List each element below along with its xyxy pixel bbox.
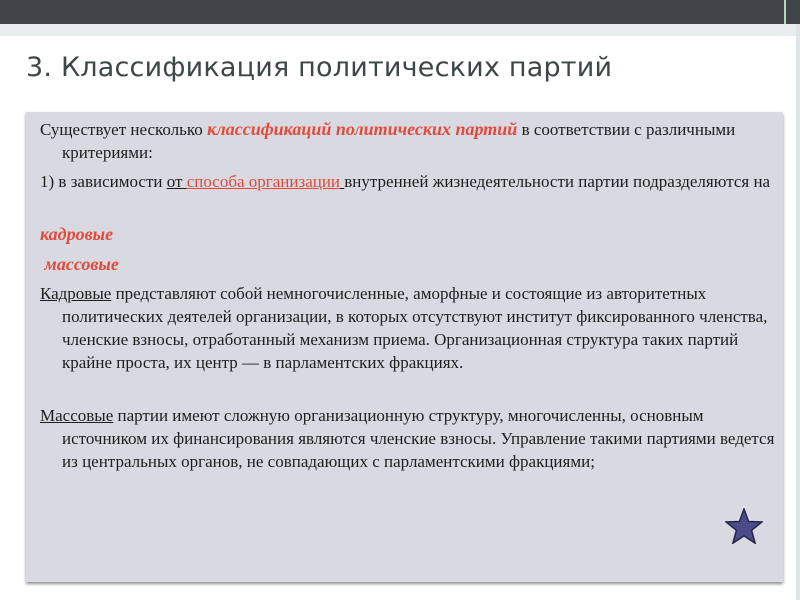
kadrovye-description <box>40 282 792 374</box>
intro-text-2: в соответствии с различными критериями: <box>62 120 736 162</box>
massovye-term: Массовые <box>40 406 114 425</box>
criterion-1-link[interactable]: способа организации <box>186 172 341 191</box>
intro-text-1: Существует несколько <box>40 120 208 139</box>
star-icon[interactable] <box>725 508 763 544</box>
kadrovye-text: представляют собой немногочисленные, аморфные и состоящие из авторитетных политических деятелей организации, в которых отсутствуют институт фиксированного членства, членские взносы, отработанный механизм приема. Организационная структура таких партий крайне проста, их центр — в парламентских фракциях. <box>62 284 768 372</box>
right-edge-strip <box>796 24 800 600</box>
intro-highlight: классификаций политических партий <box>207 119 518 139</box>
massovye-text: партии имеют сложную организационную структуру, многочисленны, основным источником их финансирования являются членские взносы. Управление такими партиями ведется из центральных органов, не совпадающих с парламентскими фракциями; <box>62 406 775 471</box>
kadrovye-term: Кадровые <box>40 284 112 303</box>
massovye-description <box>40 404 792 473</box>
massovye-label: массовые <box>40 254 119 274</box>
criterion-1-suffix: внутренней жизнедеятельности партии подразделяются на <box>344 172 771 191</box>
criterion-1-paragraph <box>40 170 792 193</box>
top-bar-shadow <box>0 24 800 36</box>
content-box <box>26 112 783 582</box>
top-bar <box>0 0 800 24</box>
criterion-1-underline-1: от <box>166 172 187 191</box>
intro-paragraph <box>40 118 792 164</box>
slide-title: 3. Классификация политических партий <box>26 52 613 83</box>
kadrovye-label: кадровые <box>40 224 114 244</box>
criterion-1-prefix: 1) в зависимости <box>40 172 167 191</box>
top-accent-line <box>784 0 786 24</box>
